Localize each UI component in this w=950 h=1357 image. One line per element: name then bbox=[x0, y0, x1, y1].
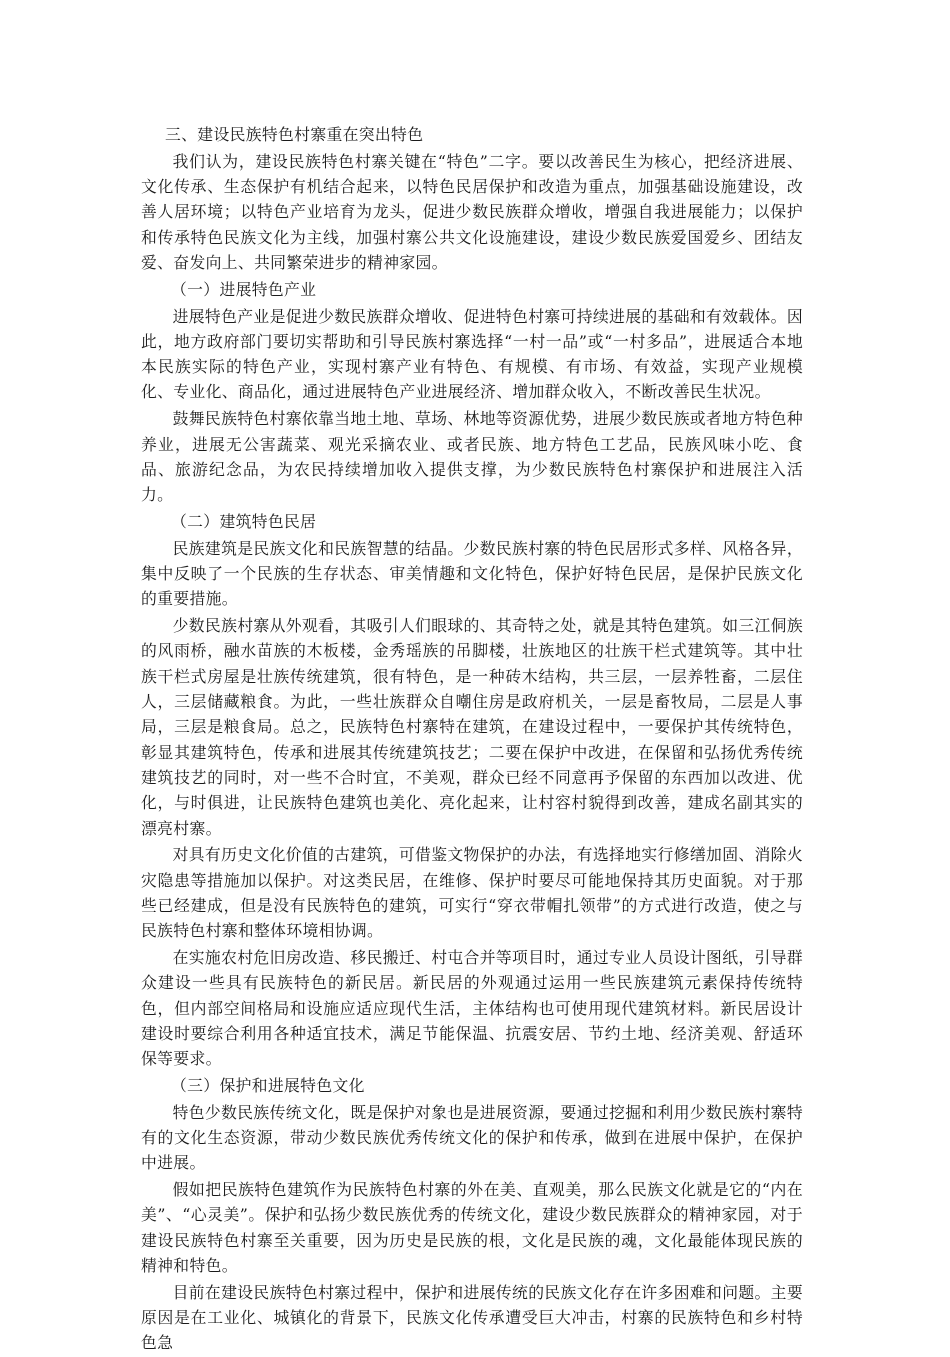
paragraph: 特色少数民族传统文化，既是保护对象也是进展资源，要通过挖掘和利用少数民族村寨特有的文化生态资源，带动少数民族优秀传统文化的保护和传承，做到在进展中保护，在保护中进展。 bbox=[141, 1102, 803, 1173]
paragraph-intro: 我们认为，建设民族特色村寨关键在“特色”二字。要以改善民生为核心，把经济进展、文化传承、生态保护有机结合起来，以特色民居保护和改造为重点，加强基础设施建设，改善人居环境；以特色产业培育为龙头，促进少数民族群众增收，增强自我进展能力；以保护和传承特色民族文化为主线，加强村寨公共文化设施建设，建设少数民族爱国爱乡、团结友爱、奋发向上、共同繁荣进步的精神家园。 bbox=[141, 151, 803, 272]
section-title: 三、建设民族特色村寨重在突出特色 bbox=[165, 125, 424, 144]
subsection-title-culture: （三）保护和进展特色文化 bbox=[171, 1075, 365, 1095]
paragraph: 假如把民族特色建筑作为民族特色村寨的外在美、直观美，那么民族文化就是它的“内在美”、“心灵美”。保护和弘扬少数民族优秀的传统文化，建设少数民族群众的精神家园，对于建设民族特色村寨至关重要，因为历史是民族的根，文化是民族的魂，文化最能体现民族的精神和特色。 bbox=[141, 1180, 803, 1276]
paragraph: 在实施农村危旧房改造、移民搬迁、村屯合并等项目时，通过专业人员设计图纸，引导群众建设一些具有民族特色的新民居。新民居的外观通过运用一些民族建筑元素保持传统特色，但内部空间格局和设施应适应现代生活，主体结构也可使用现代建筑材料。新民居设计建设时要综合利用各种适宜技术，满足节能保温、抗震安居、节约土地、经济美观、舒适环保等要求。 bbox=[141, 948, 803, 1069]
subsection-title-housing: （二）建筑特色民居 bbox=[171, 511, 317, 531]
paragraph: 民族建筑是民族文化和民族智慧的结晶。少数民族村寨的特色民居形式多样、风格各异，集中反映了一个民族的生存状态、审美情趣和文化特色，保护好特色民居，是保护民族文化的重要措施。 bbox=[141, 538, 803, 609]
paragraph: 进展特色产业是促进少数民族群众增收、促进特色村寨可持续进展的基础和有效载体。因此，地方政府部门要切实帮助和引导民族村寨选择“一村一品”或“一村多品”，进展适合本地本民族实际的特色产业，实现村寨产业有特色、有规模、有市场、有效益，实现产业规模化、专业化、商品化，通过进展特色产业进展经济、增加群众收入，不断改善民生状况。 bbox=[141, 306, 803, 402]
paragraph: 对具有历史文化价值的古建筑，可借鉴文物保护的办法，有选择地实行修缮加固、消除火灾隐患等措施加以保护。对这类民居，在维修、保护时要尽可能地保持其历史面貌。对于那些已经建成，但是没有民族特色的建筑，可实行“穿衣带帽扎领带”的方式进行改造，使之与民族特色村寨和整体环境相协调。 bbox=[141, 845, 803, 941]
paragraph: 少数民族村寨从外观看，其吸引人们眼球的、其奇特之处，就是其特色建筑。如三江侗族的风雨桥，融水苗族的木板楼，金秀瑶族的吊脚楼，壮族地区的壮族干栏式建筑等。其中壮族干栏式房屋是壮族传统建筑，很有特色，是一种砖木结构，共三层，一层养牲畜，二层住人，三层储藏粮食。为此，一些壮族群众自嘲住房是政府机关，一层是畜牧局，二层是人事局，三层是粮食局。总之，民族特色村寨特在建筑，在建设过程中，一要保护其传统特色，彰显其建筑特色，传承和进展其传统建筑技艺；二要在保护中改进，在保留和弘扬优秀传统建筑技艺的同时，对一些不合时宜，不美观，群众已经不同意再予保留的东西加以改进、优化，与时俱进，让民族特色建筑也美化、亮化起来，让村容村貌得到改善，建成名副其实的漂亮村寨。 bbox=[141, 616, 803, 838]
document-page bbox=[141, 122, 803, 1357]
paragraph: 目前在建设民族特色村寨过程中，保护和进展传统的民族文化存在许多困难和问题。主要原因是在工业化、城镇化的背景下，民族文化传承遭受巨大冲击，村寨的民族特色和乡村特色急 bbox=[141, 1282, 803, 1353]
paragraph: 鼓舞民族特色村寨依靠当地土地、草场、林地等资源优势，进展少数民族或者地方特色种养业，进展无公害蔬菜、观光采摘农业、或者民族、地方特色工艺品，民族风味小吃、食品、旅游纪念品，为农民持续增加收入提供支撑，为少数民族特色村寨保护和进展注入活力。 bbox=[141, 409, 803, 505]
subsection-title-industry: （一）进展特色产业 bbox=[171, 279, 317, 299]
